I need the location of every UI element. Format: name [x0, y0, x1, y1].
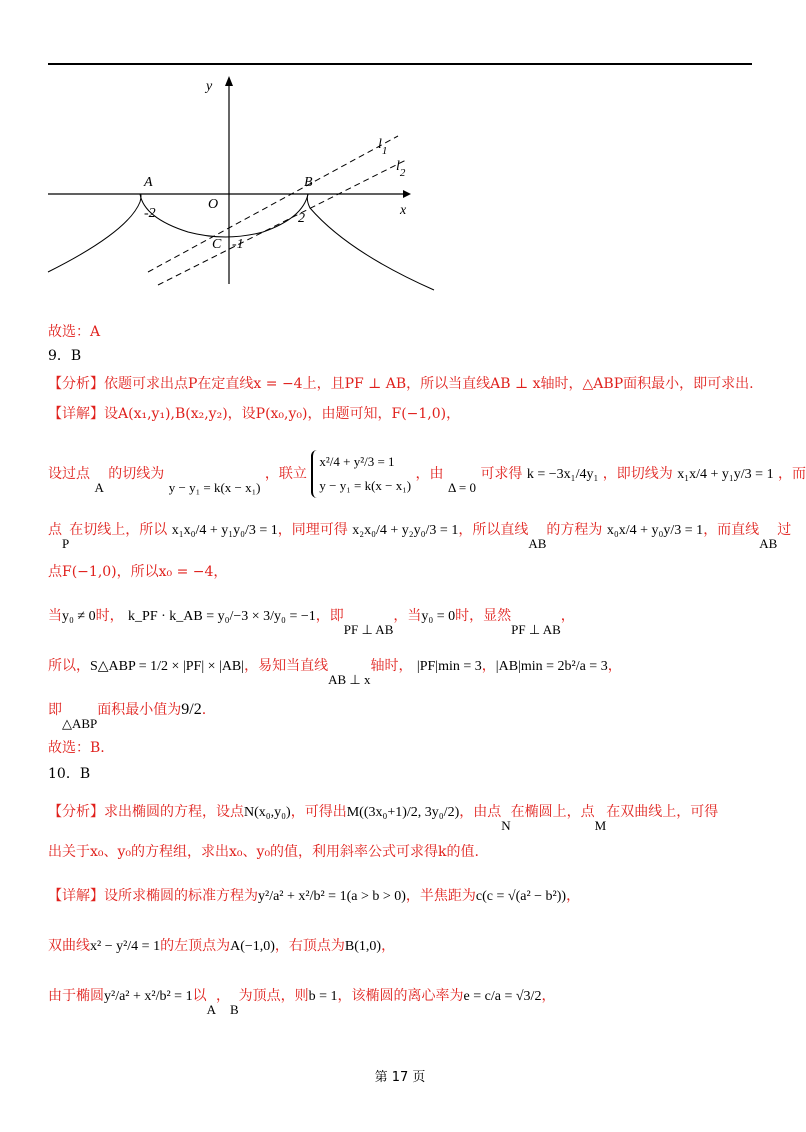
q9-detail-5	[48, 606, 575, 637]
header-rule	[48, 63, 752, 65]
q9-d3-ab: AB	[528, 536, 547, 551]
q9-detail-2	[48, 450, 806, 498]
q10-d3-c: ，	[215, 988, 230, 1004]
q9-d6-c: 轴时，	[370, 658, 413, 674]
q9-d5-f: ，	[560, 608, 575, 624]
q9-d2-g: ，而	[778, 466, 806, 482]
label-o: O	[208, 197, 219, 212]
q9-d6-cond: AB ⊥ x	[328, 672, 371, 687]
q9-d5-cond2: y₀ = 0	[421, 609, 456, 624]
q9-detail-7	[48, 700, 207, 731]
q9-d6-a: 所以，	[48, 658, 90, 674]
q9-d3-eq2: x₂x₀/4 + y₂y₀/3 = 1	[352, 523, 459, 538]
label-x: x	[400, 203, 407, 218]
q9-analysis-tag: 【分析】	[48, 376, 104, 392]
q9-d6-pf: |PF|min = 3	[416, 659, 482, 674]
q10-d2-b: 的左顶点为	[160, 938, 231, 954]
hyperbola-right-branch	[307, 194, 434, 290]
q9-d5-b: 时，	[95, 608, 124, 624]
q10-detail-3	[48, 986, 556, 1017]
q9-d5-eq: k_PF · k_AB = y₀/−3 × 3/y₀ = −1	[128, 609, 316, 624]
label-l1: $l_1$	[378, 137, 388, 157]
dashed-line-l2	[158, 160, 406, 285]
q10-d3-d: 为顶点，则	[238, 988, 309, 1004]
q9-answer: 故选：B.	[48, 740, 105, 756]
q10-d3-pa: A	[206, 1002, 216, 1017]
q9-d3-d: ，所以直线	[458, 522, 529, 538]
q9-d2-f: ，即切线为	[602, 466, 673, 482]
q10-d1-b: ，半焦距为	[405, 888, 476, 904]
q10-d3-e: ，该椭圆的离心率为	[337, 988, 464, 1004]
q9-d5-perp2: PF ⊥ AB	[511, 622, 561, 637]
q10-d3-f: ，	[541, 988, 556, 1004]
q9-d3-p: P	[62, 536, 70, 551]
q9-d7-b: 面积最小值为	[97, 702, 182, 718]
q9-d3-e: 的方程为	[546, 522, 603, 538]
q10-a-d: 在椭圆上，点	[510, 804, 595, 820]
q9-d5-perp: PF ⊥ AB	[343, 622, 394, 637]
q9-d2-delta: Δ = 0	[448, 480, 476, 495]
q9-analysis	[48, 374, 754, 394]
dashed-line-l1	[148, 136, 398, 272]
q9-d2-tangent: y − y₁ = k(x − x₁)	[168, 480, 261, 495]
q9-title: 9．B	[48, 348, 82, 364]
q10-a-c: ，由点	[459, 804, 502, 820]
q10-d1-eq: y²/a² + x²/b² = 1(a > b > 0)	[258, 889, 406, 904]
q9-d2-a: 设过点	[48, 466, 90, 482]
q9-d2-tan: x₁x/4 + y₁y/3 = 1	[677, 467, 774, 482]
ellipse-tangent-figure	[48, 72, 448, 292]
q9-d6-e: ，	[607, 658, 622, 674]
q9-d7-c: .	[201, 702, 207, 718]
q10-d2-avert: A(−1,0)	[230, 939, 275, 954]
q8-answer: 故选：A	[48, 324, 101, 340]
q10-d3-ecc: e = c/a = √3/2	[463, 989, 542, 1004]
q9-d6-b: ，易知当直线	[244, 658, 329, 674]
q9-detail-4: 点F(−1,0)，所以x₀ = −4，	[48, 564, 228, 580]
q9-d6-eq: S△ABP = 1/2 × |PF| × |AB|	[90, 659, 245, 674]
q9-d5-a: 当	[48, 608, 62, 624]
q9-d2-point-a: A	[94, 480, 104, 495]
label-neg1: -1	[232, 237, 244, 252]
q10-a-n: N(x₀,y₀)	[244, 805, 291, 820]
q10-detail-2	[48, 936, 395, 957]
q10-d3-b: 以	[192, 988, 207, 1004]
q9-d7-val: 9/2	[181, 701, 202, 718]
q9-d2-k: k = −3x₁/4y₁	[526, 467, 599, 482]
q9-detail-1-text: 设A(x₁,y₁),B(x₂,y₂)，设P(x₀,y₀)，由题可知，F(−1,0)，	[104, 406, 461, 422]
label-y: y	[206, 79, 213, 94]
q10-d3-b1: b = 1	[308, 989, 338, 1004]
label-l2: $l_2$	[396, 159, 406, 179]
ellipse-lower-arc	[140, 194, 308, 237]
q9-d5-d: ，当	[393, 608, 422, 624]
label-c: C	[212, 237, 222, 252]
q9-d3-eq1: x₁x₀/4 + y₁y₀/3 = 1	[171, 523, 278, 538]
label-b: B	[304, 175, 313, 190]
q10-a-a: 求出椭圆的方程，设点	[104, 804, 244, 820]
q9-d2-sys2: y − y₁ = k(x − x₁)	[319, 478, 412, 493]
q9-detail-6	[48, 656, 622, 687]
q10-d3-eq: y²/a² + x²/b² = 1	[104, 989, 193, 1004]
q9-d7-a: 即	[48, 702, 62, 718]
q9-d2-c: ，联立	[264, 466, 307, 482]
q10-d2-a: 双曲线	[48, 938, 90, 954]
q10-a-m: M((3x₀+1)/2, 3y₀/2)	[346, 805, 460, 820]
q9-d6-ab: |AB|min = 2b²/a = 3	[495, 659, 608, 674]
q9-d5-c: ，即	[315, 608, 344, 624]
q9-d7-tri: △ABP	[62, 716, 98, 731]
q10-a-b: ，可得出	[290, 804, 347, 820]
q9-d2-sys1: x²/4 + y²/3 = 1	[319, 454, 395, 469]
q10-detail-tag: 【详解】	[48, 888, 104, 904]
q9-d2-b: 的切线为	[108, 466, 165, 482]
q9-d2-e: 可求得	[480, 466, 523, 482]
label-a: A	[144, 175, 153, 190]
q9-d5-e: 时，显然	[455, 608, 512, 624]
q10-d2-c: ，右顶点为	[274, 938, 345, 954]
hyperbola-left-branch	[48, 194, 141, 272]
q9-d2-d: ，由	[415, 466, 444, 482]
y-axis-arrow	[225, 76, 233, 86]
q10-detail-1	[48, 886, 580, 907]
q10-a-e: 在双曲线上，可得	[606, 804, 719, 820]
q10-a-m2: M	[594, 818, 607, 833]
q9-d3-a: 点	[48, 522, 62, 538]
label-neg2: -2	[144, 206, 156, 221]
q9-analysis-text: 依题可求出点P在定直线x = −4上，且PF ⊥ AB，所以当直线AB ⊥ x轴时，△ABP面积最小，即可求出.	[104, 376, 754, 392]
q10-d2-bvert: B(1,0)	[344, 939, 382, 954]
page-number: 第 17 页	[374, 1070, 426, 1085]
q10-d3-a: 由于椭圆	[48, 988, 104, 1004]
q10-d2-eq: x² − y²/4 = 1	[90, 939, 161, 954]
q9-d6-d: ，	[481, 658, 496, 674]
x-axis-arrow	[403, 190, 411, 198]
q9-detail-tag: 【详解】	[48, 406, 104, 422]
q9-detail-3	[48, 520, 792, 551]
q10-analysis-2: 出关于x₀、y₀的方程组，求出x₀、y₀的值，利用斜率公式可求得k的值.	[48, 844, 479, 860]
q9-d2-system	[311, 450, 411, 498]
q10-d1-c: c(c = √(a² − b²))	[475, 889, 567, 904]
q10-d1-a: 设所求椭圆的标准方程为	[104, 888, 258, 904]
q10-d3-pb: B	[229, 1002, 239, 1017]
q9-d3-f: ，而直线	[703, 522, 760, 538]
q10-d2-d: ，	[381, 938, 396, 954]
q10-a-n2: N	[501, 818, 511, 833]
q10-analysis-tag: 【分析】	[48, 804, 104, 820]
q9-d3-ab2: AB	[759, 536, 778, 551]
q10-d1-d: ，	[566, 888, 581, 904]
q9-d3-eq3: x₀x/4 + y₀y/3 = 1	[606, 523, 704, 538]
q10-analysis-1	[48, 802, 719, 833]
q9-d3-b: 在切线上，所以	[69, 522, 168, 538]
q9-detail-1	[48, 404, 460, 424]
q10-title: 10．B	[48, 766, 91, 782]
q9-d3-g: 过	[777, 522, 792, 538]
q9-d3-c: ，同理可得	[277, 522, 348, 538]
label-pos2: 2	[298, 211, 305, 226]
q9-d5-cond: y₀ ≠ 0	[62, 609, 96, 624]
